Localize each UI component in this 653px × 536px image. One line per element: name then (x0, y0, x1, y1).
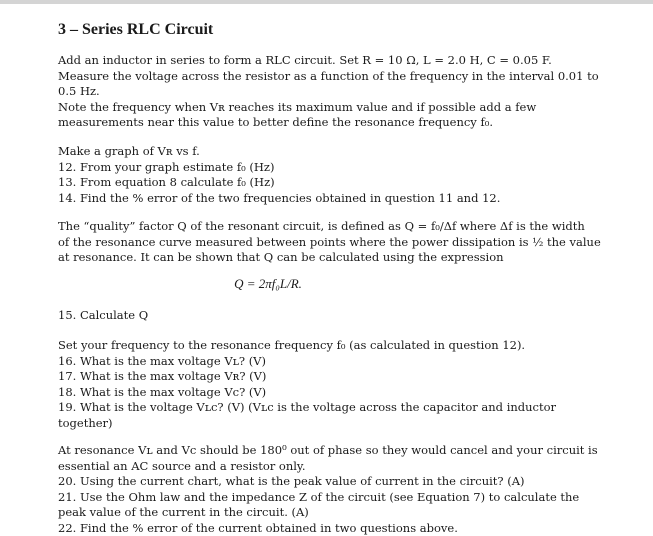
question-21: 21. Use the Ohm law and the impedance Z of the circuit (see Equation 7) to calculate the (58, 489, 580, 504)
question-17: 17. What is the max voltage Vʀ? (V) (58, 369, 267, 383)
intro-paragraph (58, 53, 643, 131)
text-line: together) (58, 415, 113, 430)
text-line: Note the frequency when Vʀ reaches its maximum value and if possible add a few (58, 99, 537, 114)
text-line: essential an AC source and a resistor only. (58, 458, 306, 473)
question-18: 18. What is the max voltage Vc? (V) (58, 384, 267, 399)
question-20: 20. Using the current chart, what is the peak value of current in the circuit? (A) (58, 474, 525, 488)
question-13: 13. From equation 8 calculate f₀ (Hz) (58, 175, 275, 189)
text-line: Set your frequency to the resonance frequency f₀ (as calculated in question 12). (58, 338, 526, 352)
text-line: measurements near this value to better define the resonance frequency f₀. (58, 115, 493, 129)
text-line: Measure the voltage across the resistor as a function of the frequency in the interval 0.01 to (58, 68, 599, 83)
text-line: At resonance Vʟ and Vc should be 180⁰ out of phase so they would cancel and your circuit is (58, 443, 598, 457)
resonance-questions (58, 338, 643, 431)
question-19: 19. What is the voltage Vʟc? (V) (Vʟc is the voltage across the capacitor and inductor (58, 400, 557, 414)
text-line: Add an inductor in series to form a RLC circuit. Set R = 10 Ω, L = 2.0 H, C = 0.05 F. (58, 53, 552, 67)
question-15: 15. Calculate Q (58, 308, 149, 322)
graph-questions (58, 144, 643, 206)
quality-factor-paragraph (58, 219, 643, 266)
question-15-block (58, 308, 643, 324)
text-line: Make a graph of Vʀ vs f. (58, 144, 200, 158)
question-16: 16. What is the max voltage Vʟ? (V) (58, 353, 266, 368)
text-line: 0.5 Hz. (58, 84, 100, 98)
top-border (0, 0, 653, 4)
phase-questions (58, 443, 643, 536)
question-14: 14. Find the % error of the two frequencies obtained in question 11 and 12. (58, 190, 501, 205)
question-12: 12. From your graph estimate f₀ (Hz) (58, 159, 275, 174)
text-line: The “quality” factor Q of the resonant circuit, is defined as Q = f₀/Δf where Δf is the width (58, 219, 585, 233)
question-22: 22. Find the % error of the current obtained in two questions above. (58, 520, 458, 535)
text-line: of the resonance curve measured between points where the power dissipation is ½ the value (58, 234, 601, 249)
text-line: at resonance. It can be shown that Q can be calculated using the expression (58, 250, 504, 264)
text-line: peak value of the current in the circuit. (A) (58, 505, 309, 519)
section-heading: 3 – Series RLC Circuit (58, 21, 214, 38)
quality-formula: Q = 2πf₀L/R. (234, 276, 302, 291)
